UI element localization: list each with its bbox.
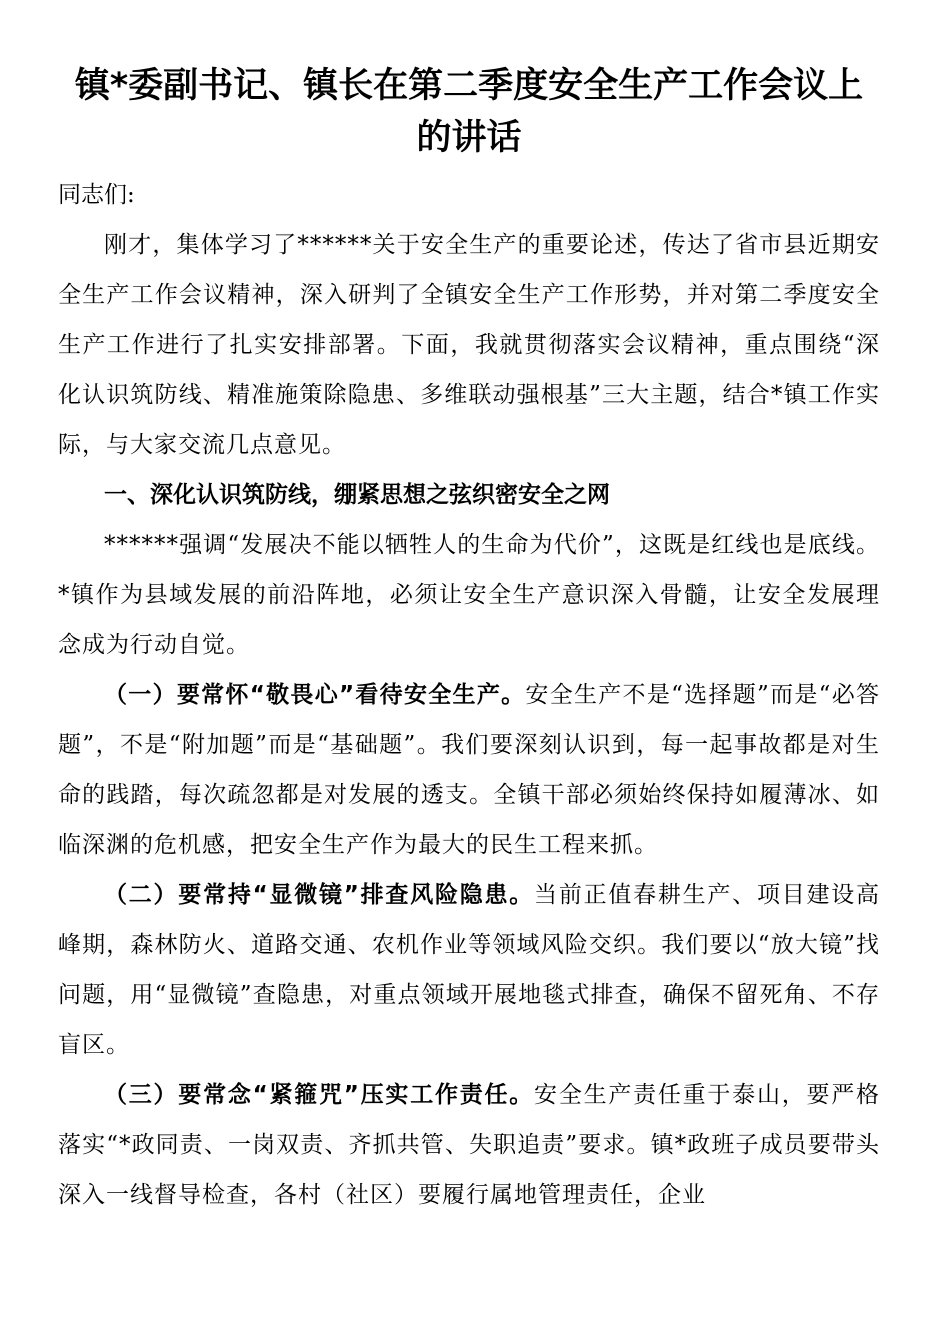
point-1-body: 安全生产不是“选择题”而是“必答题”，不是“附加题”而是“基础题”。我们要深刻认识到，每一起事故都是对生命的践踏，每次疏忽都是对发展的透支。全镇干部必须始终保持如履薄冰、如临深渊的危机感，把安全生产作为最大的民生工程来抓。: [58, 682, 880, 858]
section-1-intro: ******强调“发展决不能以牺牲人的生命为代价”，这既是红线也是底线。*镇作为县域发展的前沿阵地，必须让安全生产意识深入骨髓，让安全发展理念成为行动自觉。: [58, 532, 880, 658]
point-3: [58, 1070, 880, 1220]
point-1-lead: （一）要常怀“敬畏心”看待安全生产。: [104, 682, 526, 708]
point-2: [58, 870, 880, 1070]
point-2-body: 当前正值春耕生产、项目建设高峰期，森林防火、道路交通、农机作业等领域风险交织。我们要以“放大镜”找问题，用“显微镜”查隐患，对重点领域开展地毯式排查，确保不留死角、不存盲区。: [58, 882, 881, 1058]
intro-paragraph: 刚才，集体学习了******关于安全生产的重要论述，传达了省市县近期安全生产工作会议精神，深入研判了全镇安全生产工作形势，并对第二季度安全生产工作进行了扎实安排部署。下面，我就贯彻落实会议精神，重点围绕“深化认识筑防线、精准施策除隐患、多维联动强根基”三大主题，结合*镇工作实际，与大家交流几点意见。: [58, 232, 880, 458]
document-page: [58, 60, 880, 1220]
section-1-heading: 一、深化认识筑防线，绷紧思想之弦织密安全之网: [104, 482, 610, 508]
point-1: [58, 670, 880, 870]
salutation: 同志们:: [58, 182, 135, 208]
document-title: 镇*委副书记、镇长在第二季度安全生产工作会议上的讲话: [74, 66, 864, 158]
point-3-body: 安全生产责任重于泰山，要严格落实“*政同责、一岗双责、齐抓共管、失职追责”要求。镇*政班子成员要带头深入一线督导检查，各村（社区）要履行属地管理责任，企业: [58, 1082, 881, 1208]
point-2-lead: （二）要常持“显微镜”排查风险隐患。: [104, 882, 535, 908]
point-3-lead: （三）要常念“紧箍咒”压实工作责任。: [104, 1082, 535, 1108]
